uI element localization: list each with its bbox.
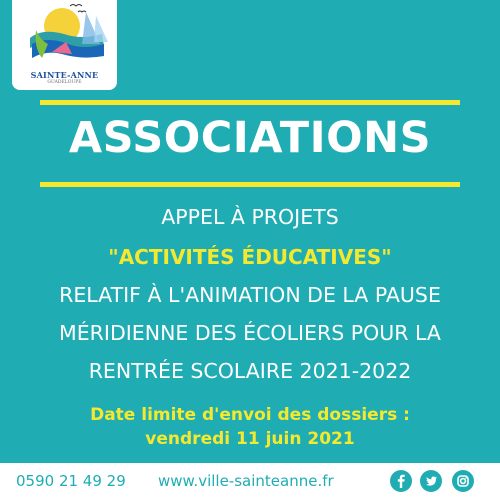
body-line-2: "ACTIVITÉS ÉDUCATIVES" xyxy=(108,245,392,269)
deadline-line-2: vendredi 11 juin 2021 xyxy=(145,429,355,449)
body-line-3: RELATIF À L'ANIMATION DE LA PAUSE xyxy=(59,283,441,307)
instagram-icon[interactable] xyxy=(452,470,474,492)
body-line-1: APPEL À PROJETS xyxy=(161,205,339,229)
top-divider xyxy=(40,100,460,105)
body-line-4: MÉRIDIENNE DES ÉCOLIERS POUR LA xyxy=(59,321,441,345)
logo-subtitle: GUADELOUPE xyxy=(47,80,82,85)
bottom-divider xyxy=(40,182,460,187)
body-line-5: RENTRÉE SCOLAIRE 2021-2022 xyxy=(88,359,412,383)
logo xyxy=(12,0,117,90)
twitter-icon[interactable] xyxy=(420,470,442,492)
sainte-anne-logo-icon xyxy=(12,0,117,70)
facebook-icon[interactable] xyxy=(390,470,412,492)
logo-name: SAINTE-ANNE xyxy=(30,70,99,80)
website-link[interactable]: www.ville-sainteanne.fr xyxy=(158,472,334,490)
phone-number: 0590 21 49 29 xyxy=(16,472,126,490)
headline: ASSOCIATIONS xyxy=(68,113,432,163)
deadline-line-1: Date limite d'envoi des dossiers : xyxy=(90,405,410,425)
footer xyxy=(0,463,500,500)
